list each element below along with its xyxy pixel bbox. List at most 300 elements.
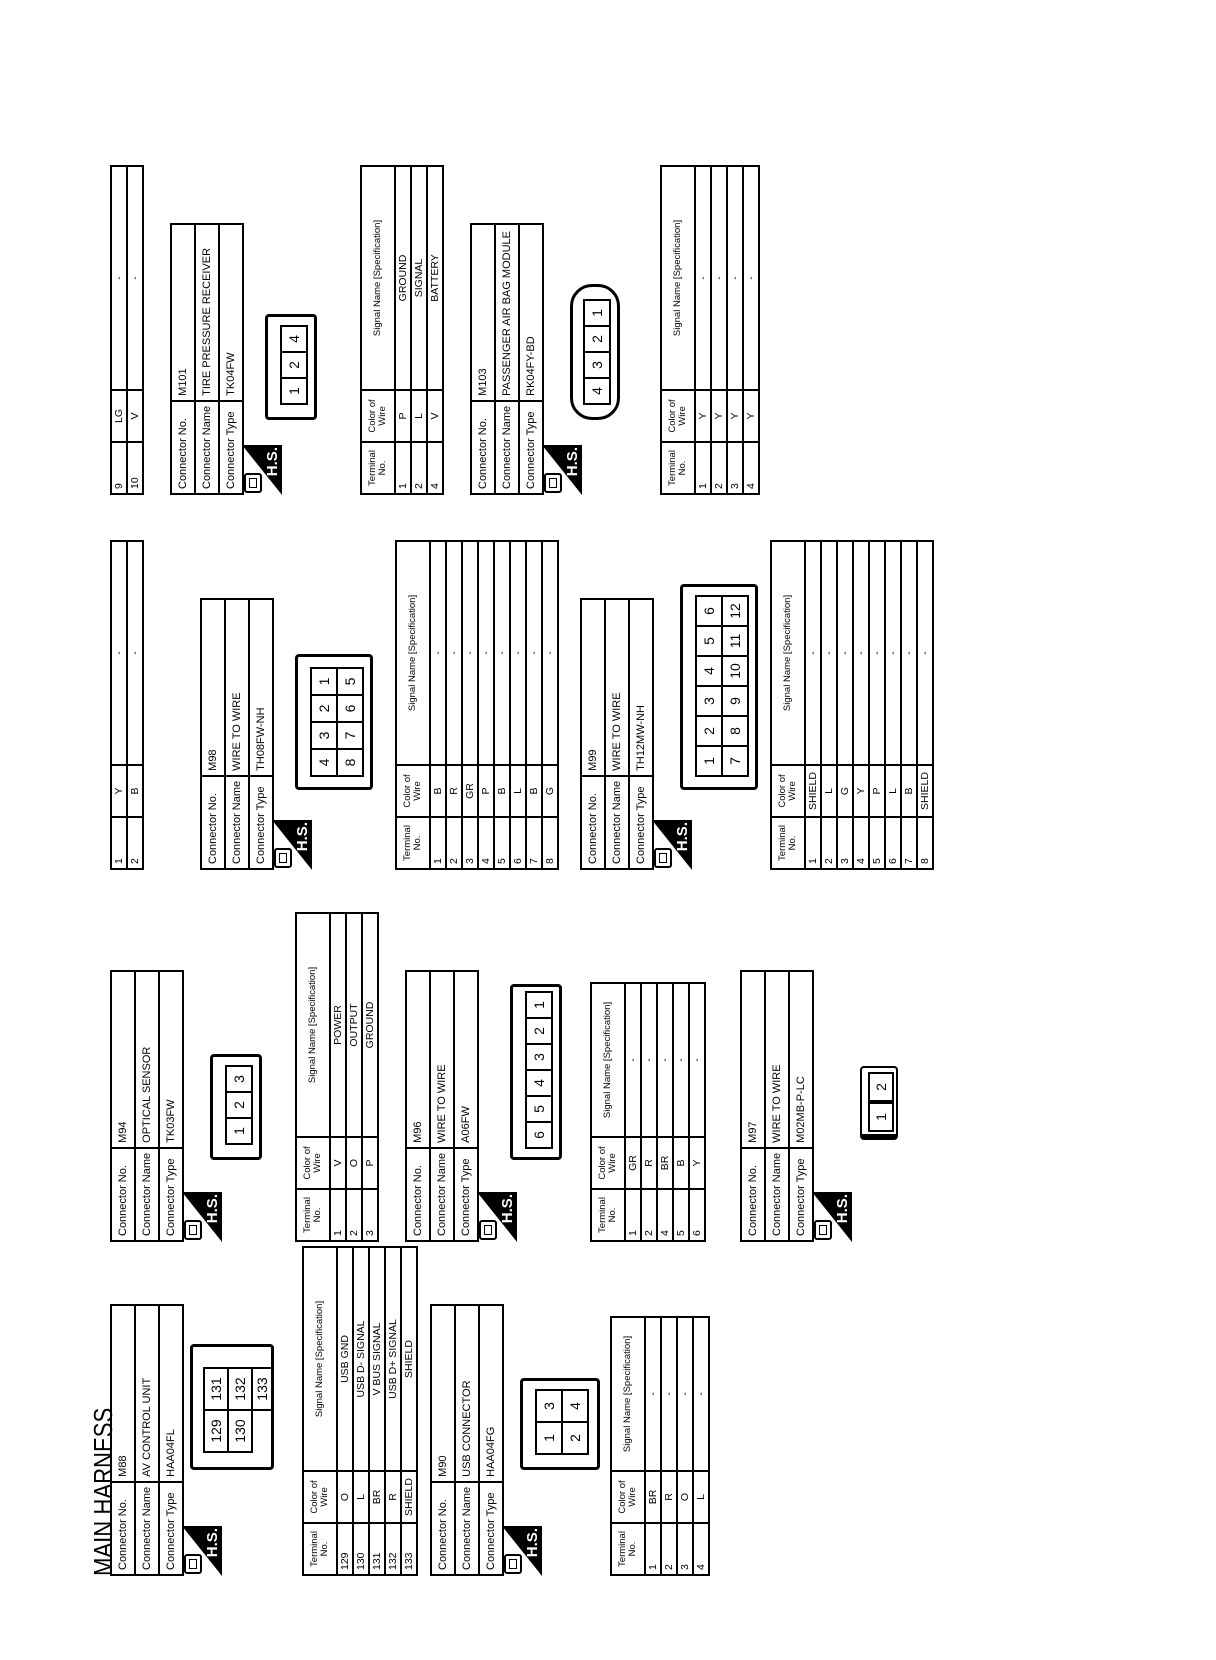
table-row (395, 166, 411, 494)
pin-label: 3 (310, 721, 338, 750)
connector-no-value: M97 (741, 971, 765, 1148)
connector-face-M94 (210, 1054, 262, 1160)
connector-face-M103 (570, 284, 620, 420)
pin-label: 130 (227, 1409, 253, 1453)
signal-cell: - (673, 983, 689, 1137)
table-row (695, 166, 711, 494)
connector-name-label: Connector Name (455, 1482, 479, 1575)
terminal-cell: 2 (641, 1189, 657, 1241)
wire-color-cell: P (869, 765, 885, 817)
terminal-cell: 3 (677, 1523, 693, 1575)
signal-cell: - (885, 541, 901, 765)
connector-face-M99 (680, 584, 758, 790)
connector-type-label: Connector Type (159, 1148, 183, 1241)
signal-name-header: Signal Name [Specification] (591, 983, 625, 1137)
pin-label: 4 (695, 655, 723, 687)
terminal-no-header: Terminal No. (396, 817, 430, 869)
signal-cell: GROUND (395, 166, 411, 390)
wire-color-cell: SHIELD (401, 1471, 417, 1523)
connector-type-label: Connector Type (219, 401, 243, 494)
wire-color-cell: L (353, 1471, 369, 1523)
wire-color-cell: L (411, 390, 427, 442)
hs-badge (502, 1526, 542, 1576)
terminal-cell: 6 (510, 817, 526, 869)
terminal-cell: 129 (337, 1523, 353, 1575)
connector-type-value: RK04FY-BD (519, 224, 543, 401)
connector-no-value: M103 (471, 224, 495, 401)
wire-color-cell: O (337, 1471, 353, 1523)
table-row (369, 1247, 385, 1575)
connector-header-M90 (430, 1304, 504, 1576)
connector-face-M101 (265, 314, 317, 420)
pin-label: 2 (868, 1072, 894, 1102)
connector-no-row (111, 1305, 135, 1575)
connector-type-row (219, 224, 243, 494)
signal-cell: POWER (330, 913, 346, 1137)
pin-label: 4 (583, 377, 611, 405)
wire-color-cell: Y (711, 390, 727, 442)
table-row (641, 983, 657, 1241)
terminal-table-M88 (302, 1246, 418, 1576)
connector-name-row (495, 224, 519, 494)
terminal-cell: 2 (411, 442, 427, 494)
wire-color-cell: R (446, 765, 462, 817)
connector-face-M97 (860, 1066, 898, 1140)
connector-name-row (135, 1305, 159, 1575)
signal-cell: - (462, 541, 478, 765)
signal-cell: - (695, 166, 711, 390)
color-of-wire-header: Color of Wire (771, 765, 805, 817)
connector-icon (244, 473, 262, 493)
pin-label: 5 (695, 625, 723, 657)
wire-color-cell: GR (462, 765, 478, 817)
terminal-cell: 4 (657, 1189, 673, 1241)
connector-no-row (406, 971, 430, 1241)
hs-badge (542, 445, 582, 495)
connector-icon (479, 1220, 497, 1240)
connector-header-M94 (110, 970, 184, 1242)
terminal-table-M90 (610, 1316, 710, 1576)
terminal-cell: 3 (727, 442, 743, 494)
connector-no-label: Connector No. (406, 1148, 430, 1241)
table-row (657, 983, 673, 1241)
signal-cell: - (837, 541, 853, 765)
pin-label: 1 (583, 299, 611, 327)
connector-no-label: Connector No. (111, 1482, 135, 1575)
table-row (462, 541, 478, 869)
connector-icon (814, 1220, 832, 1240)
connector-type-row (629, 599, 653, 869)
signal-cell: - (127, 166, 143, 390)
wire-color-cell: GR (625, 1137, 641, 1189)
signal-cell: - (645, 1317, 661, 1471)
connector-face-M96 (510, 984, 562, 1160)
signal-cell: SIGNAL (411, 166, 427, 390)
signal-cell: - (657, 983, 673, 1137)
signal-name-header: Signal Name [Specification] (296, 913, 330, 1137)
connector-no-value: M101 (171, 224, 195, 401)
connector-name-row (430, 971, 454, 1241)
wire-color-cell: O (677, 1471, 693, 1523)
connector-icon (184, 1554, 202, 1574)
terminal-table-M99 (770, 540, 934, 870)
signal-cell: - (494, 541, 510, 765)
signal-name-header: Signal Name [Specification] (661, 166, 695, 390)
wire-color-cell: O (346, 1137, 362, 1189)
table-row (853, 541, 869, 869)
pin-label: 4 (310, 748, 338, 777)
connector-no-label: Connector No. (201, 776, 225, 869)
terminal-cell: 131 (369, 1523, 385, 1575)
table-row (401, 1247, 417, 1575)
page-title: MAIN HARNESS (88, 1407, 118, 1576)
terminal-no-header: Terminal No. (361, 442, 395, 494)
wire-color-cell: B (673, 1137, 689, 1189)
signal-cell: - (641, 983, 657, 1137)
connector-type-row (159, 1305, 183, 1575)
signal-cell: - (111, 541, 127, 765)
wire-color-cell: L (885, 765, 901, 817)
pin-label: 12 (721, 595, 749, 627)
signal-cell: - (510, 541, 526, 765)
pin-label: 8 (721, 715, 749, 747)
pin-label: 3 (583, 351, 611, 379)
signal-cell: V BUS SIGNAL (369, 1247, 385, 1471)
terminal-cell: 8 (542, 817, 558, 869)
pin-label: 1 (535, 1421, 563, 1455)
connector-type-value: A06FW (454, 971, 478, 1148)
color-of-wire-header: Color of Wire (296, 1137, 330, 1189)
pin-label: 9 (721, 685, 749, 717)
signal-cell: - (111, 166, 127, 390)
hs-label: H.S. (204, 1528, 221, 1558)
connector-name-value: TIRE PRESSURE RECEIVER (195, 224, 219, 401)
signal-cell: - (821, 541, 837, 765)
terminal-cell: 1 (395, 442, 411, 494)
terminal-cell: 1 (805, 817, 821, 869)
wire-color-cell: Y (111, 765, 127, 817)
terminal-table-M98 (395, 540, 559, 870)
terminal-cell: 6 (689, 1189, 705, 1241)
table-row (411, 166, 427, 494)
connector-name-row (135, 971, 159, 1241)
connector-name-value: PASSENGER AIR BAG MODULE (495, 224, 519, 401)
signal-cell: - (853, 541, 869, 765)
pin-label: 6 (695, 595, 723, 627)
wire-color-cell: B (127, 765, 143, 817)
connector-header-M88 (110, 1304, 184, 1576)
terminal-cell: 130 (353, 1523, 369, 1575)
signal-cell: - (689, 983, 705, 1137)
connector-name-row (195, 224, 219, 494)
table-row (353, 1247, 369, 1575)
connector-key-mark (862, 1134, 896, 1138)
hs-badge (477, 1192, 517, 1242)
connector-no-value: M88 (111, 1305, 135, 1482)
terminal-table-M94 (295, 912, 379, 1242)
table-row (427, 166, 443, 494)
terminal-no-header: Terminal No. (611, 1523, 645, 1575)
connector-icon (504, 1554, 522, 1574)
terminal-cell: 1 (695, 442, 711, 494)
terminal-cell: 7 (901, 817, 917, 869)
connector-no-label: Connector No. (171, 401, 195, 494)
wire-color-cell: R (385, 1471, 401, 1523)
connector-no-label: Connector No. (111, 1148, 135, 1241)
pin-label: 1 (310, 667, 338, 696)
terminal-cell: 3 (837, 817, 853, 869)
table-row (510, 541, 526, 869)
pin-label: 131 (203, 1367, 229, 1411)
wire-color-cell: P (395, 390, 411, 442)
signal-name-header: Signal Name [Specification] (303, 1247, 337, 1471)
connector-no-value: M90 (431, 1305, 455, 1482)
table-row (677, 1317, 693, 1575)
terminal-cell: 5 (869, 817, 885, 869)
terminal-cell: 1 (645, 1523, 661, 1575)
signal-cell: - (478, 541, 494, 765)
connector-header-M96 (405, 970, 479, 1242)
pin-label: 2 (280, 351, 308, 379)
connector-no-value: M94 (111, 971, 135, 1148)
connector-type-row (454, 971, 478, 1241)
pin-label: 1 (225, 1117, 253, 1145)
connector-type-value: TK03FW (159, 971, 183, 1148)
connector-no-value: M99 (581, 599, 605, 776)
signal-cell: - (127, 541, 143, 765)
wire-color-cell: V (330, 1137, 346, 1189)
signal-cell: - (901, 541, 917, 765)
pin-label: 2 (310, 694, 338, 723)
connector-type-row (159, 971, 183, 1241)
color-of-wire-header: Color of Wire (591, 1137, 625, 1189)
terminal-cell: 4 (853, 817, 869, 869)
hs-badge (812, 1192, 852, 1242)
terminal-cell: 5 (494, 817, 510, 869)
hs-label: H.S. (264, 447, 281, 477)
signal-cell: USB D- SIGNAL (353, 1247, 369, 1471)
signal-cell: - (727, 166, 743, 390)
wire-color-cell: G (542, 765, 558, 817)
table-row (711, 166, 727, 494)
connector-type-value: HAA04FG (479, 1305, 503, 1482)
pin-label: 1 (280, 377, 308, 405)
pin-label: 3 (525, 1043, 553, 1071)
continued-rows (110, 540, 144, 870)
connector-type-label: Connector Type (159, 1482, 183, 1575)
signal-cell: - (430, 541, 446, 765)
wire-color-cell: SHIELD (917, 765, 933, 817)
pin-label: 4 (561, 1389, 589, 1423)
hs-badge (652, 820, 692, 870)
connector-no-row (171, 224, 195, 494)
pin-label: 11 (721, 625, 749, 657)
table-row (727, 166, 743, 494)
connector-type-row (249, 599, 273, 869)
connector-name-value: AV CONTROL UNIT (135, 1305, 159, 1482)
table-row (805, 541, 821, 869)
connector-type-value: TH12MW-NH (629, 599, 653, 776)
table-row (689, 983, 705, 1241)
table-row (645, 1317, 661, 1575)
table-row (127, 541, 143, 869)
terminal-table-M103 (660, 165, 760, 495)
connector-icon (184, 1220, 202, 1240)
continued-rows (110, 165, 144, 495)
terminal-cell: 9 (111, 442, 127, 494)
connector-no-value: M98 (201, 599, 225, 776)
terminal-no-header: Terminal No. (661, 442, 695, 494)
terminal-cell: 6 (885, 817, 901, 869)
connector-header-M103 (470, 223, 544, 495)
table-row (885, 541, 901, 869)
connector-type-value: M02MB-P-LC (789, 971, 813, 1148)
connector-name-row (605, 599, 629, 869)
signal-name-header: Signal Name [Specification] (771, 541, 805, 765)
signal-cell: - (446, 541, 462, 765)
signal-cell: GROUND (362, 913, 378, 1137)
table-row (743, 166, 759, 494)
wire-color-cell: Y (689, 1137, 705, 1189)
wire-color-cell: L (510, 765, 526, 817)
pin-label: 3 (535, 1389, 563, 1423)
pin-label: 3 (695, 685, 723, 717)
connector-no-label: Connector No. (741, 1148, 765, 1241)
table-row (362, 913, 378, 1241)
pin-label: 3 (225, 1065, 253, 1093)
wire-color-cell: BR (369, 1471, 385, 1523)
wire-color-cell: BR (657, 1137, 673, 1189)
table-row (385, 1247, 401, 1575)
table-row (673, 983, 689, 1241)
connector-name-label: Connector Name (430, 1148, 454, 1241)
wire-color-cell: L (821, 765, 837, 817)
connector-type-label: Connector Type (479, 1482, 503, 1575)
pin-label: 10 (721, 655, 749, 687)
hs-badge (182, 1192, 222, 1242)
terminal-cell: 7 (526, 817, 542, 869)
connector-type-label: Connector Type (789, 1148, 813, 1241)
signal-cell: - (542, 541, 558, 765)
connector-name-row (765, 971, 789, 1241)
pin-label: 4 (525, 1069, 553, 1097)
pin-label: 7 (336, 721, 364, 750)
signal-cell: - (711, 166, 727, 390)
color-of-wire-header: Color of Wire (396, 765, 430, 817)
connector-no-row (111, 971, 135, 1241)
connector-header-M98 (200, 598, 274, 870)
wire-color-cell: R (661, 1471, 677, 1523)
signal-cell: OUTPUT (346, 913, 362, 1137)
connector-name-value: WIRE TO WIRE (225, 599, 249, 776)
connector-no-row (741, 971, 765, 1241)
pin-label: 6 (525, 1121, 553, 1149)
wire-color-cell: B (526, 765, 542, 817)
connector-no-row (431, 1305, 455, 1575)
connector-face-M88 (190, 1344, 274, 1470)
connector-name-label: Connector Name (605, 776, 629, 869)
signal-cell: - (805, 541, 821, 765)
table-row (346, 913, 362, 1241)
wire-color-cell: SHIELD (805, 765, 821, 817)
hs-label: H.S. (674, 822, 691, 852)
signal-cell: - (693, 1317, 709, 1471)
hs-label: H.S. (204, 1194, 221, 1224)
connector-name-label: Connector Name (135, 1148, 159, 1241)
hs-badge (242, 445, 282, 495)
terminal-cell: 4 (743, 442, 759, 494)
hs-label: H.S. (834, 1194, 851, 1224)
connector-type-label: Connector Type (454, 1148, 478, 1241)
terminal-cell: 4 (478, 817, 494, 869)
color-of-wire-header: Color of Wire (361, 390, 395, 442)
connector-face-M90 (520, 1378, 600, 1470)
table-row (837, 541, 853, 869)
connector-icon (274, 848, 292, 868)
terminal-no-header: Terminal No. (591, 1189, 625, 1241)
pin-label: 2 (225, 1091, 253, 1119)
wire-color-cell: V (127, 390, 143, 442)
hs-badge (272, 820, 312, 870)
terminal-cell: 2 (661, 1523, 677, 1575)
signal-cell: - (625, 983, 641, 1137)
table-row (111, 541, 127, 869)
connector-name-label: Connector Name (195, 401, 219, 494)
terminal-cell: 10 (127, 442, 143, 494)
terminal-table-M96 (590, 982, 706, 1242)
signal-cell: SHIELD (401, 1247, 417, 1471)
connector-no-row (581, 599, 605, 869)
connector-header-M101 (170, 223, 244, 495)
terminal-cell: 1 (430, 817, 446, 869)
terminal-cell: 1 (330, 1189, 346, 1241)
wire-color-cell: L (693, 1471, 709, 1523)
pin-label: 132 (227, 1367, 253, 1411)
wire-color-cell: B (494, 765, 510, 817)
connector-type-row (479, 1305, 503, 1575)
connector-icon (654, 848, 672, 868)
wire-color-cell: Y (695, 390, 711, 442)
terminal-cell: 5 (673, 1189, 689, 1241)
pin-label: 129 (203, 1409, 229, 1453)
connector-name-value: USB CONNECTOR (455, 1305, 479, 1482)
pin-label: 2 (561, 1421, 589, 1455)
wire-color-cell: R (641, 1137, 657, 1189)
connector-type-value: TK04FW (219, 224, 243, 401)
hs-badge (182, 1526, 222, 1576)
wire-color-cell: LG (111, 390, 127, 442)
connector-no-label: Connector No. (581, 776, 605, 869)
terminal-cell: 2 (821, 817, 837, 869)
wire-color-cell: BR (645, 1471, 661, 1523)
signal-name-header: Signal Name [Specification] (361, 166, 395, 390)
terminal-no-header: Terminal No. (296, 1189, 330, 1241)
pin-label: 7 (721, 745, 749, 777)
connector-no-row (201, 599, 225, 869)
connector-name-label: Connector Name (765, 1148, 789, 1241)
connector-type-value: HAA04FL (159, 1305, 183, 1482)
terminal-cell: 2 (711, 442, 727, 494)
signal-cell: - (869, 541, 885, 765)
hs-label: H.S. (499, 1194, 516, 1224)
pin-label: 5 (525, 1095, 553, 1123)
signal-cell: - (526, 541, 542, 765)
terminal-cell: 4 (693, 1523, 709, 1575)
terminal-cell: 2 (346, 1189, 362, 1241)
connector-header-M99 (580, 598, 654, 870)
table-row (917, 541, 933, 869)
connector-name-value: WIRE TO WIRE (765, 971, 789, 1148)
